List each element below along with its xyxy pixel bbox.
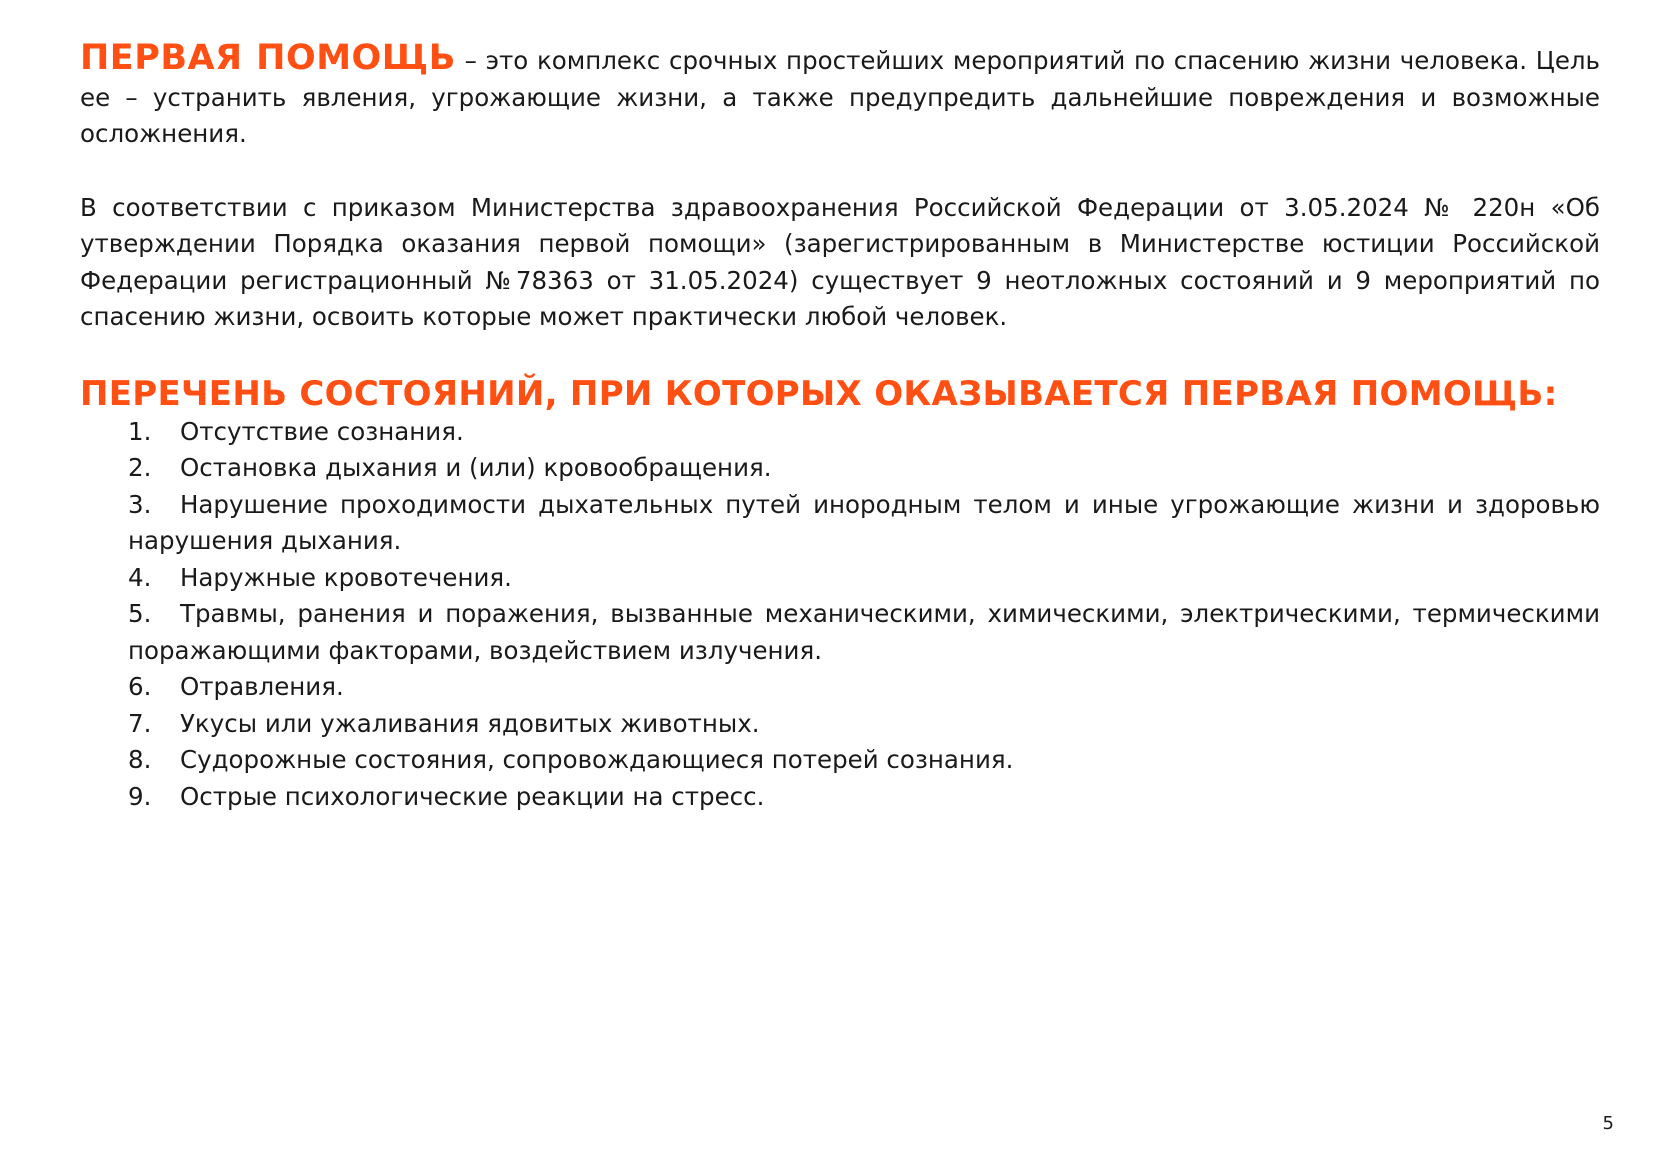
list-item-number: 2. bbox=[128, 453, 152, 482]
list-item-text: Остановка дыхания и (или) кровообращения. bbox=[180, 453, 772, 482]
conditions-heading: ПЕРЕЧЕНЬ СОСТОЯНИЙ, ПРИ КОТОРЫХ ОКАЗЫВАЕТСЯ ПЕРВАЯ ПОМОЩЬ: bbox=[80, 373, 1558, 414]
list-item bbox=[128, 596, 1600, 669]
legal-paragraph: В соответствии с приказом Министерства здравоохранения Российской Федерации от 3.05.2024 № 220н «Об утверждении Порядка оказания первой помощи» (зарегистрированным в Министерстве юстиции Российской Федерации регистрационный №78363 от 31.05.2024) существует 9 неотложных состояний и 9 мероприятий по спасению жизни, освоить которые может практически любой человек. bbox=[80, 192, 1600, 331]
page-number: 5 bbox=[1602, 1113, 1614, 1134]
list-item-text: Отсутствие сознания. bbox=[180, 416, 464, 446]
list-item-text: Острые психологические реакции на стресс. bbox=[180, 781, 765, 811]
document-page bbox=[80, 40, 1600, 815]
list-item-number: 5. bbox=[128, 599, 152, 628]
list-item-text: Судорожные состояния, сопровождающиеся потерей сознания. bbox=[180, 745, 1014, 774]
list-item bbox=[128, 450, 1600, 487]
conditions-list bbox=[80, 414, 1600, 816]
list-item-text: Травмы, ранения и поражения, вызванные механическими, химическими, электрическими, термическими поражающими факторами, воздействием излучения. bbox=[128, 599, 1600, 665]
list-item bbox=[128, 779, 1600, 816]
list-item-number: 1. bbox=[128, 416, 152, 446]
list-item-number: 7. bbox=[128, 708, 152, 738]
list-item-number: 9. bbox=[128, 781, 152, 811]
list-item-number: 8. bbox=[128, 745, 152, 774]
list-item-text: Укусы или ужаливания ядовитых животных. bbox=[180, 708, 760, 738]
list-item-text: Отравления. bbox=[180, 672, 344, 701]
list-item bbox=[128, 487, 1600, 560]
intro-term: ПЕРВАЯ ПОМОЩЬ bbox=[80, 38, 456, 78]
list-item-number: 6. bbox=[128, 672, 152, 701]
list-item-number: 4. bbox=[128, 562, 152, 592]
list-item bbox=[128, 669, 1600, 706]
list-item bbox=[128, 706, 1600, 743]
list-item-text: Наружные кровотечения. bbox=[180, 562, 512, 592]
intro-paragraph bbox=[80, 40, 1600, 153]
list-item bbox=[128, 742, 1600, 779]
list-item-text: Нарушение проходимости дыхательных путей инородным телом и иные угрожающие жизни и здоровью нарушения дыхания. bbox=[128, 489, 1600, 555]
list-item bbox=[128, 560, 1600, 597]
list-item-number: 3. bbox=[128, 489, 152, 519]
list-item bbox=[128, 414, 1600, 451]
intro-definition: – это комплекс срочных простейших мероприятий по спасению жизни человека. Цель ее – устранить явления, угрожающие жизни, а также предупредить дальнейшие повреждения и возможные осложнения. bbox=[80, 46, 1600, 148]
